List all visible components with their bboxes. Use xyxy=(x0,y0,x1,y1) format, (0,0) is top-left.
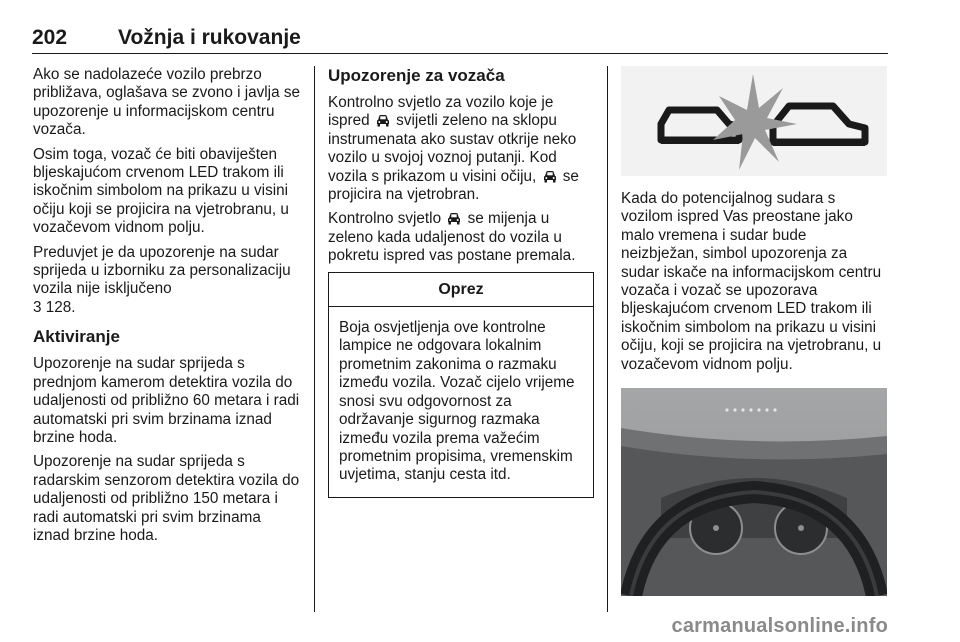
paragraph-text: svijetli zeleno na sklopu instrumenata ako sustav otkrije neko vozilo u svojoj voznoj putanji. Kod vozila s prikazom u visini očiju, xyxy=(328,112,577,185)
dashboard-image xyxy=(621,388,887,596)
header-rule xyxy=(32,53,888,54)
paragraph: Kada do potencijalnog sudara s vozilom ispred Vas preostane jako malo vremena i sudar bude neizbježan, simbol upozorenja za sudar iskače na informacijskom centru vozača i vozač se upozorava bljeskajućom crvenom LED trakom ili iskočnim simbolom na prikazu u visini očiju, koji se projicira na vjetrobranu, u vozačevom vidnom polju. xyxy=(621,190,882,373)
column-left xyxy=(33,66,301,551)
dashboard-photo xyxy=(621,388,887,596)
paragraph-text: se projicira na vjetrobran. xyxy=(328,167,579,204)
paragraph-text: Kontrolno svjetlo za vozilo koje je ispred xyxy=(328,94,554,130)
car-front-icon xyxy=(543,170,557,183)
page-header xyxy=(32,24,888,54)
reference-arrow-icon: 3 xyxy=(33,298,42,316)
paragraph xyxy=(328,210,594,265)
chapter-title: Vožnja i rukovanje xyxy=(118,26,301,49)
paragraph xyxy=(328,94,594,204)
car-front-icon xyxy=(447,212,461,225)
paragraph: Upozorenje na sudar sprijeda s radarskim senzorom detektira vozila do udaljenosti od približno 150 metara i radi automatski pri svim brzinama iznad brzine hoda. xyxy=(33,453,300,544)
section-heading: Upozorenje za vozača xyxy=(328,66,505,85)
paragraph-text: Kontrolno svjetlo xyxy=(328,210,442,228)
collision-warning-icon xyxy=(621,66,887,176)
paragraph: Osim toga, vozač će biti obaviješten bljeskajućom crvenom LED trakom ili iskočnim simbolom na prikazu u visini očiju koji se projicira na vjetrobranu, u vozačevom vidnom polju. xyxy=(33,145,289,237)
column-divider xyxy=(607,66,608,612)
collision-warning-figure xyxy=(621,66,887,176)
paragraph-text: se mijenja u zeleno kada udaljenost do vozila u pokretu ispred vas postane premala. xyxy=(328,210,576,265)
paragraph: Upozorenje na sudar sprijeda s prednjom kamerom detektira vozila do udaljenosti od približno 60 metara i radi automatski pri svim brzinama iznad brzine hoda. xyxy=(33,355,300,446)
car-front-icon xyxy=(376,114,390,127)
paragraph-text: Preduvjet je da upozorenje na sudar sprijeda u izborniku za personalizaciju vozila nije isključeno xyxy=(33,243,291,298)
paragraph: Ako se nadolazeće vozilo prebrzo približava, oglašava se zvono i javlja se upozorenje u informacijskom centru vozača. xyxy=(33,66,300,139)
cross-reference[interactable] xyxy=(33,299,76,316)
column-right xyxy=(621,66,887,596)
column-middle xyxy=(328,66,594,498)
reference-page: 128. xyxy=(45,298,76,316)
section-heading: Aktiviranje xyxy=(33,327,120,347)
caution-body: Boja osvjetljenja ove kontrolne lampice ne odgovara lokalnim prometnim zakonima o razmaku između vozila. Vozač cijelo vrijeme snosi svu odgovornost za održavanje sigurnog razmaka između vozila prema važećim prometnim propisima, vremenskim uvjetima, stanju cesta itd. xyxy=(339,319,575,484)
column-divider xyxy=(314,66,315,612)
paragraph xyxy=(33,244,301,318)
page-number: 202 xyxy=(32,26,68,49)
watermark: carmanualsonline.info xyxy=(671,615,888,637)
caution-box xyxy=(328,272,594,498)
caution-title: Oprez xyxy=(329,273,593,307)
